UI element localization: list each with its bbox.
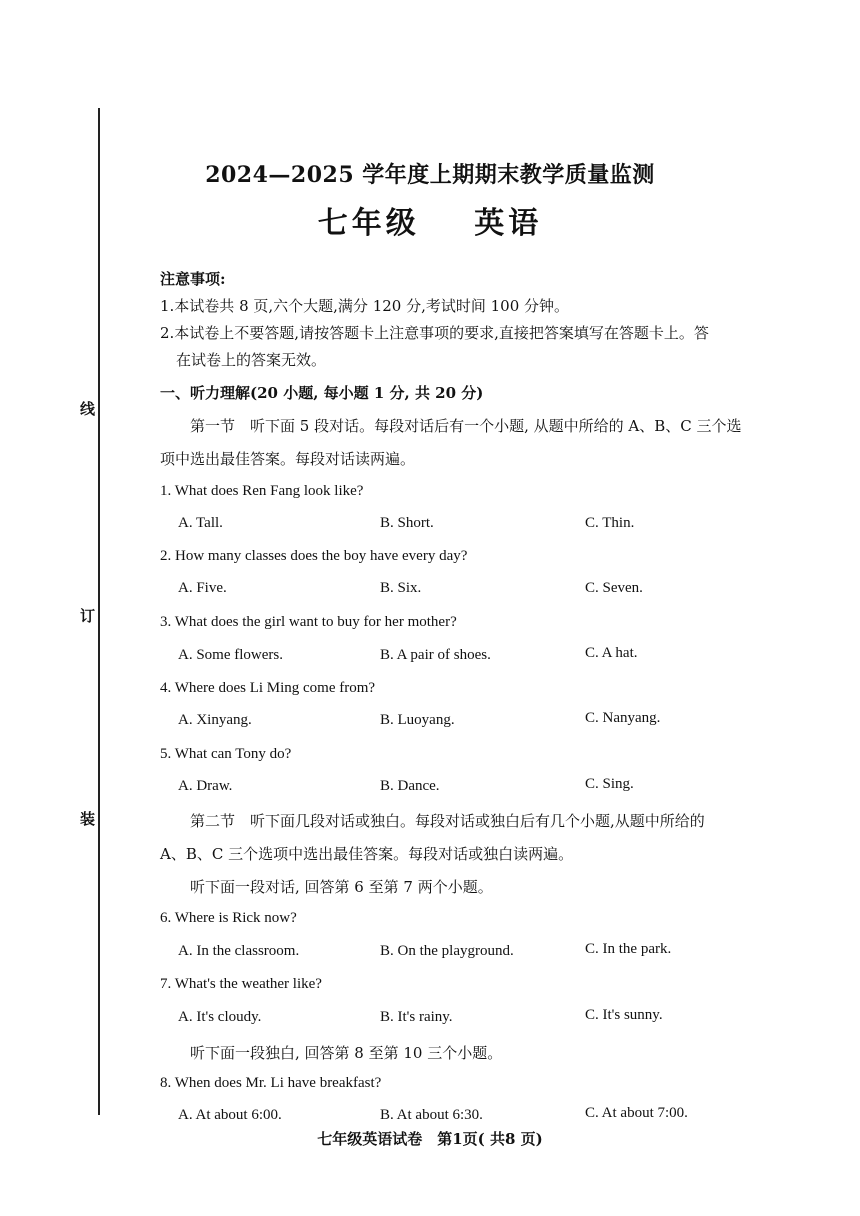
option-2c: C. Seven.	[585, 580, 643, 596]
part2-intro-line1: 第二节 听下面几段对话或独白。每段对话或独白后有几个小题,从题中所给的	[190, 812, 705, 830]
option-5c: C. Sing.	[585, 776, 634, 792]
question-stem-4: 4. Where does Li Ming come from?	[160, 680, 376, 696]
question-stem-5: 5. What can Tony do?	[160, 746, 292, 762]
section-heading: 一、听力理解(20 小题, 每小题 1 分, 共 20 分)	[160, 384, 484, 402]
question-stem-2: 2. How many classes does the boy have every day?	[160, 548, 468, 564]
exam-title: 2024—2025 学年度上期期末教学质量监测	[205, 162, 655, 188]
option-1b: B. Short.	[380, 515, 434, 531]
dialog-note: 听下面一段对话, 回答第 6 至第 7 两个小题。	[190, 878, 493, 896]
binding-line	[98, 108, 100, 1115]
option-4c: C. Nanyang.	[585, 710, 661, 726]
margin-mark-xian: 线	[80, 400, 96, 418]
margin-mark-zhuang: 装	[80, 810, 96, 828]
monologue-note: 听下面一段独白, 回答第 8 至第 10 三个小题。	[190, 1044, 503, 1062]
notice-heading: 注意事项:	[160, 270, 226, 288]
grade-subject-title	[0, 198, 860, 242]
grade-label: 七年级	[317, 206, 420, 241]
option-7c: C. It's sunny.	[585, 1007, 663, 1023]
option-3a: A. Some flowers.	[178, 647, 283, 663]
option-8b: B. At about 6:30.	[380, 1107, 483, 1123]
part1-intro-line2: 项中选出最佳答案。每段对话读两遍。	[160, 450, 416, 468]
part1-intro-line1: 第一节 听下面 5 段对话。每段对话后有一个小题, 从题中所给的 A、B、C 三个选	[190, 417, 742, 435]
option-4a: A. Xinyang.	[178, 712, 252, 728]
option-3c: C. A hat.	[585, 645, 638, 661]
question-stem-8: 8. When does Mr. Li have breakfast?	[160, 1075, 382, 1091]
option-2b: B. Six.	[380, 580, 422, 596]
option-3b: B. A pair of shoes.	[380, 647, 491, 663]
option-7b: B. It's rainy.	[380, 1009, 453, 1025]
notice-item-2: 2.本试卷上不要答题,请按答题卡上注意事项的要求,直接把答案填写在答题卡上。答	[160, 324, 709, 342]
question-stem-6: 6. Where is Rick now?	[160, 910, 297, 926]
option-6b: B. On the playground.	[380, 943, 514, 959]
option-5a: A. Draw.	[178, 778, 233, 794]
page-footer: 七年级英语试卷 第1页( 共8 页)	[317, 1130, 543, 1148]
question-stem-7: 7. What's the weather like?	[160, 976, 322, 992]
option-4b: B. Luoyang.	[380, 712, 455, 728]
part2-intro-line2: A、B、C 三个选项中选出最佳答案。每段对话或独白读两遍。	[160, 845, 574, 863]
notice-item-1: 1.本试卷共 8 页,六个大题,满分 120 分,考试时间 100 分钟。	[160, 297, 570, 315]
margin-mark-ding: 订	[80, 607, 96, 625]
option-1c: C. Thin.	[585, 515, 635, 531]
option-8c: C. At about 7:00.	[585, 1105, 688, 1121]
question-stem-3: 3. What does the girl want to buy for her mother?	[160, 614, 457, 630]
option-8a: A. At about 6:00.	[178, 1107, 282, 1123]
notice-item-2-cont: 在试卷上的答案无效。	[176, 351, 327, 369]
option-6c: C. In the park.	[585, 941, 672, 957]
option-1a: A. Tall.	[178, 515, 223, 531]
option-6a: A. In the classroom.	[178, 943, 300, 959]
option-5b: B. Dance.	[380, 778, 440, 794]
option-7a: A. It's cloudy.	[178, 1009, 262, 1025]
subject-label: 英语	[474, 206, 543, 241]
question-stem-1: 1. What does Ren Fang look like?	[160, 483, 364, 499]
option-2a: A. Five.	[178, 580, 227, 596]
